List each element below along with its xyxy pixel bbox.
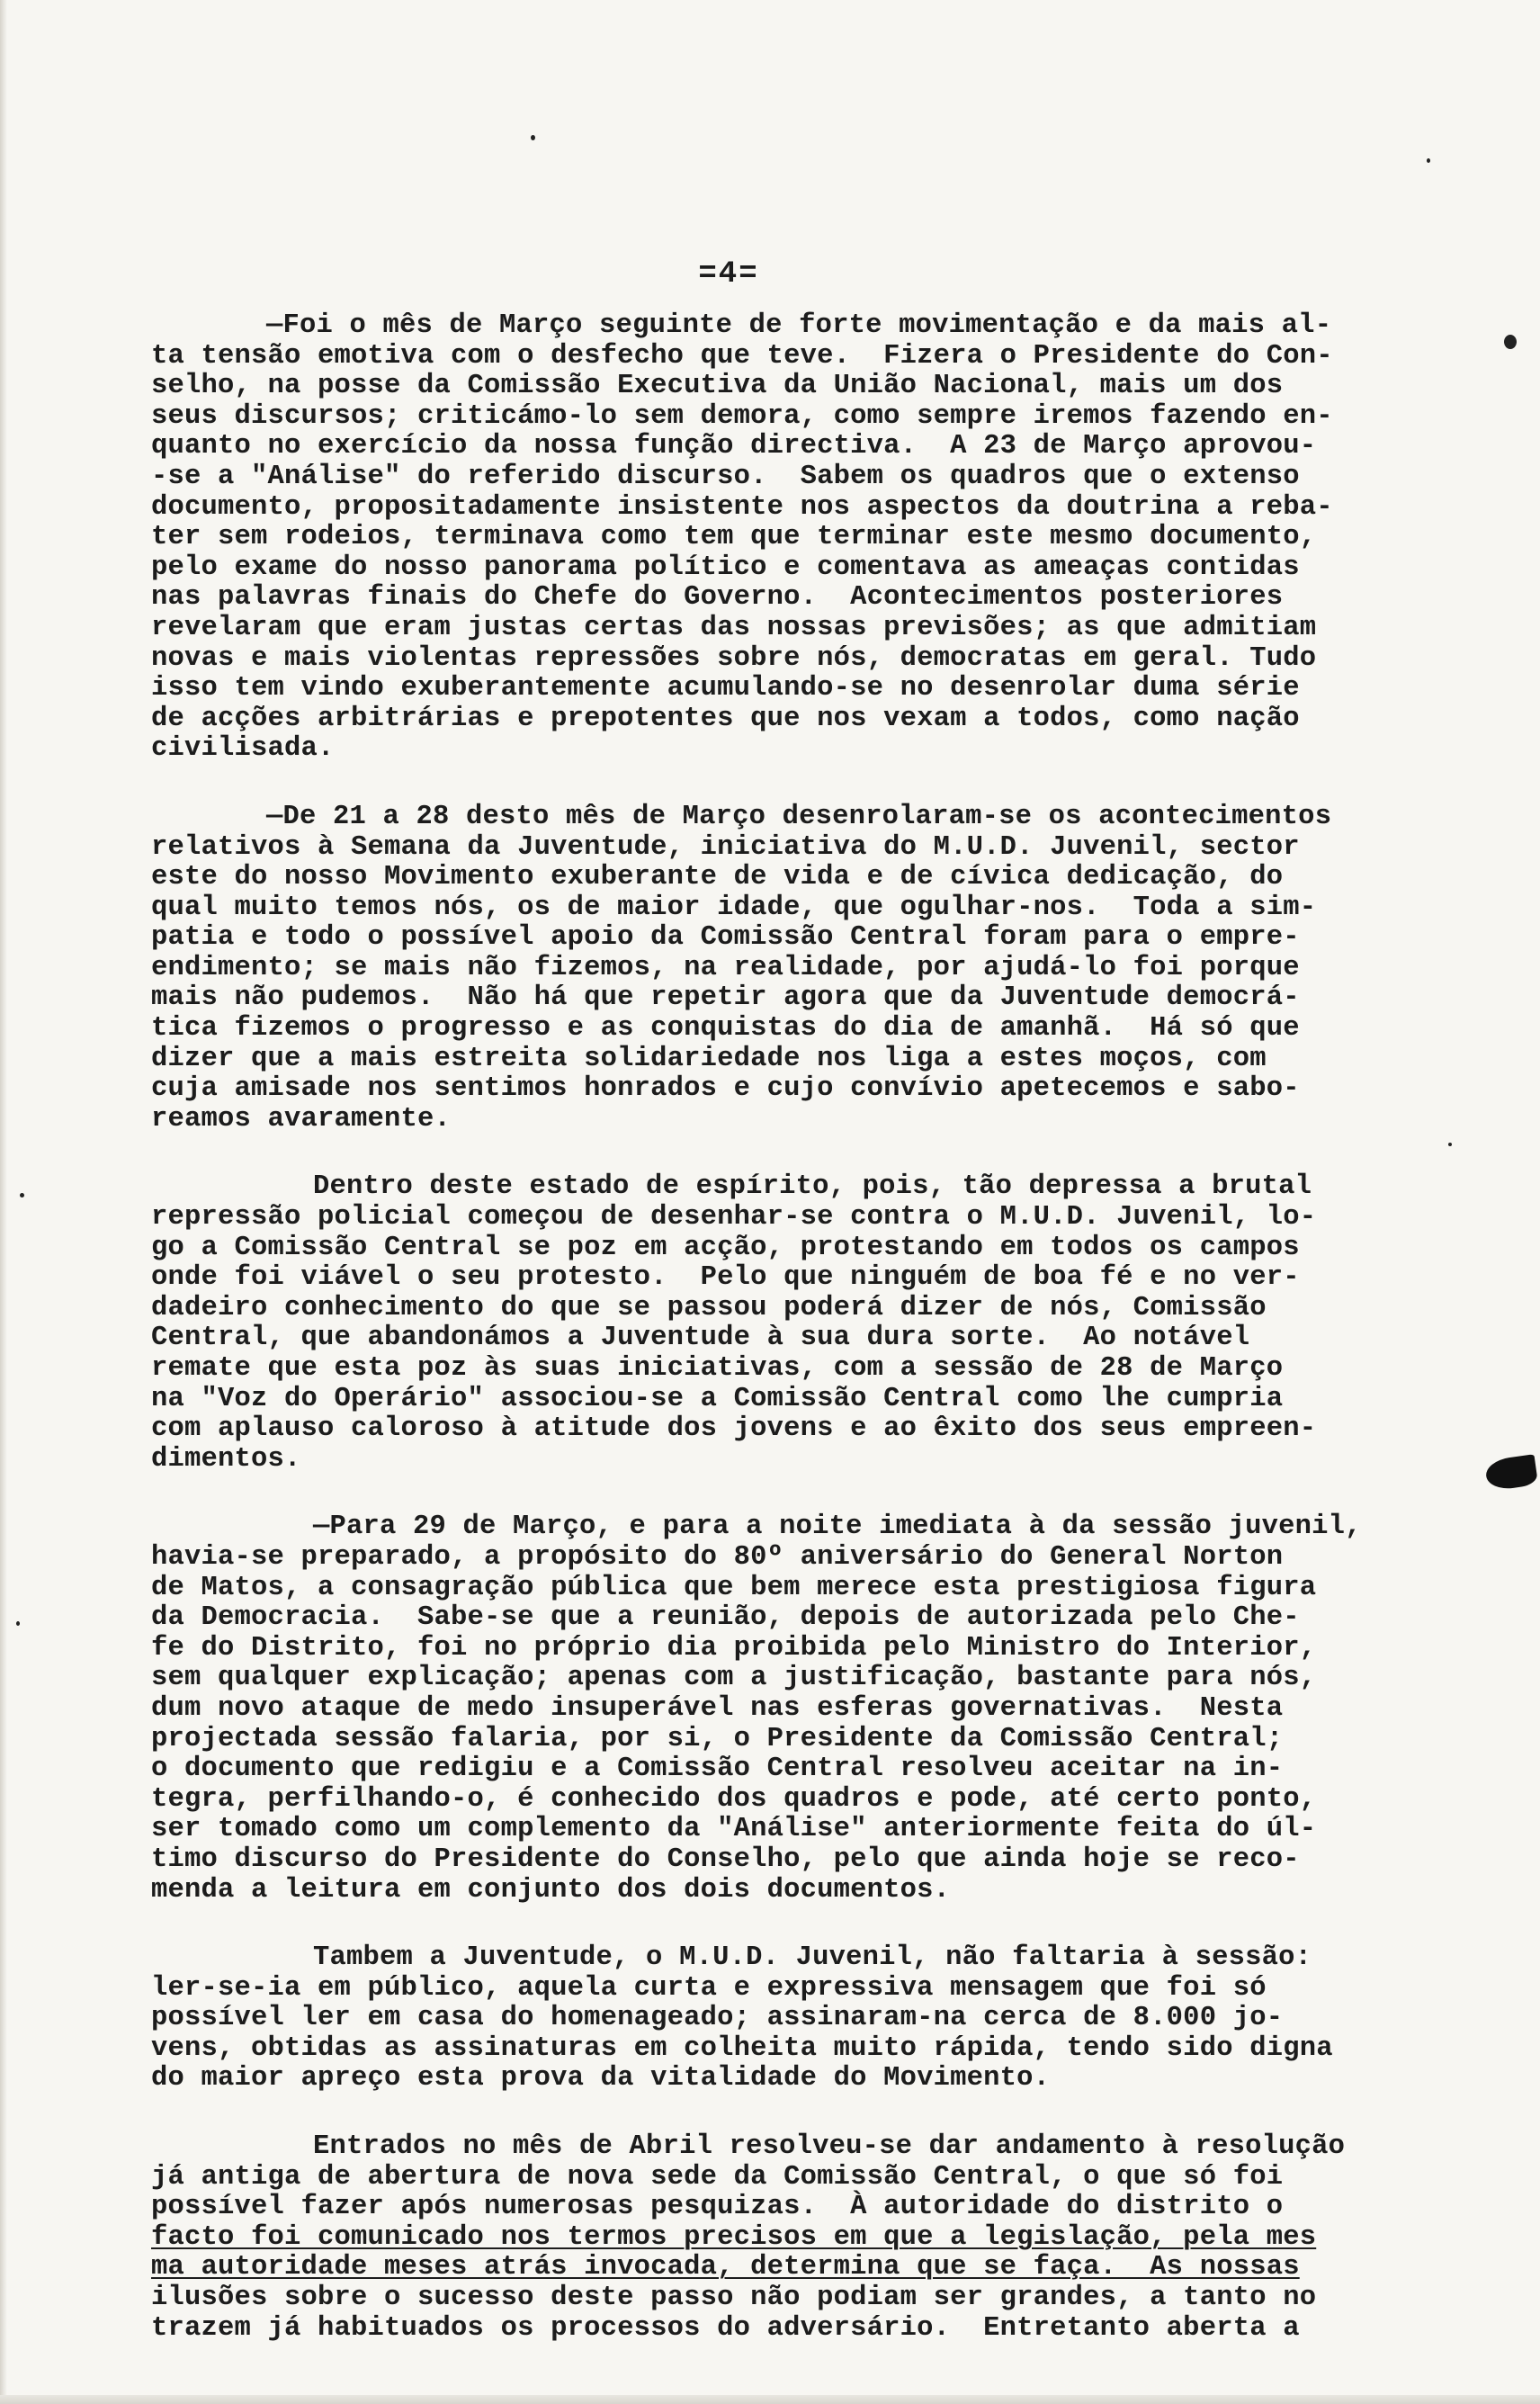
text-line: com aplauso caloroso à atitude dos jovens e ao êxito dos seus empreen- <box>151 1413 1317 1445</box>
text-line: revelaram que eram justas certas das nossas previsões; as que admitiam <box>151 612 1317 643</box>
text-line: —De 21 a 28 desto mês de Março desenrolaram-se os acontecimentos <box>266 801 1332 832</box>
text-line: sem qualquer explicação; apenas com a justificação, bastante para nós, <box>151 1663 1317 1694</box>
text-line: dimentos. <box>151 1443 301 1475</box>
paragraph-abril-sede <box>151 2132 1473 2344</box>
text-line: mais não pudemos. Não há que repetir agora que da Juventude democrá- <box>151 982 1300 1014</box>
ink-speck <box>531 135 535 140</box>
text-line: ta tensão emotiva com o desfecho que teve. Fizera o Presidente do Con- <box>151 340 1333 372</box>
paragraph-semana-juventude <box>151 803 1473 1135</box>
text-line: da Democracia. Sabe-se que a reunião, depois de autorizada pelo Che- <box>151 1602 1300 1634</box>
text-line: do maior apreço esta prova da vitalidade do Movimento. <box>151 2063 1051 2095</box>
text-line: possível ler em casa do homenageado; assinaram-na cerca de 8.000 jo- <box>151 2003 1284 2034</box>
text-line: trazem já habituados os processos do adversário. Entretanto aberta a <box>151 2312 1300 2344</box>
text-line-underlined: ma autoridade meses atrás invocada, determina que se faça. As nossas <box>151 2252 1300 2283</box>
text-line: o documento que redigiu e a Comissão Central resolveu aceitar na in- <box>151 1754 1284 1785</box>
text-line: de acções arbitrárias e prepotentes que nos vexam a todos, como nação <box>151 703 1300 734</box>
text-line: civilisada. <box>151 733 335 765</box>
paragraph-norton-de-matos <box>151 1512 1473 1906</box>
text-line: projectada sessão falaria, por si, o Presidente da Comissão Central; <box>151 1723 1284 1754</box>
text-line: tegra, perfilhando-o, é conhecido dos quadros e pode, até certo ponto, <box>151 1783 1317 1815</box>
text-line: dum novo ataque de medo insuperável nas esferas governativas. Nesta <box>151 1692 1284 1724</box>
text-line: -se a "Análise" do referido discurso. Sabem os quadros que o extenso <box>151 461 1300 492</box>
text-line: Central, que abandonámos a Juventude à sua dura sorte. Ao notável <box>151 1323 1250 1354</box>
ink-speck <box>1448 1143 1452 1146</box>
text-line: ter sem rodeios, terminava como tem que terminar este mesmo documento, <box>151 522 1317 553</box>
paragraph-marco-analise <box>151 311 1473 765</box>
text-line: ilusões sobre o sucesso deste passo não podiam ser grandes, a tanto no <box>151 2283 1317 2314</box>
text-line: dadeiro conhecimento do que se passou poderá dizer de nós, Comissão <box>151 1292 1267 1323</box>
scan-edge-bottom <box>0 2395 1540 2404</box>
text-line: —Foi o mês de Março seguinte de forte movimentação e da mais al- <box>266 310 1332 341</box>
ink-speck <box>16 1621 20 1626</box>
text-line: timo discurso do Presidente do Conselho, pelo que ainda hoje se reco- <box>151 1843 1300 1875</box>
text-line: Tambem a Juventude, o M.U.D. Juvenil, não faltaria à sessão: <box>313 1942 1312 1974</box>
text-line: documento, propositadamente insistente nos aspectos da doutrina a reba- <box>151 491 1333 523</box>
ink-dot-margin <box>1504 335 1517 349</box>
text-line: patia e todo o possível apoio da Comissão Central foram para o empre- <box>151 922 1300 954</box>
text-line: quanto no exercício da nossa função directiva. A 23 de Março aprovou- <box>151 431 1317 462</box>
text-line: fe do Distrito, foi no próprio dia proibida pelo Ministro do Interior, <box>151 1632 1317 1664</box>
text-line: tica fizemos o progresso e as conquistas do dia de amanhã. Há só que <box>151 1013 1300 1045</box>
text-line: novas e mais violentas repressões sobre nós, democratas em geral. Tudo <box>151 642 1317 674</box>
text-line: seus discursos; criticámo-lo sem demora, como sempre iremos fazendo en- <box>151 400 1333 432</box>
text-line: reamos avaramente. <box>151 1103 452 1135</box>
text-line: menda a leitura em conjunto dos dois documentos. <box>151 1874 951 1906</box>
document-body <box>151 311 1473 2382</box>
text-line: ser tomado como um complemento da "Análise" anteriormente feita do úl- <box>151 1814 1317 1845</box>
text-line: havia-se preparado, a propósito do 80º aniversário do General Norton <box>151 1541 1284 1573</box>
text-line: isso tem vindo exuberantemente acumulando-se no desenrolar duma série <box>151 673 1300 704</box>
text-line: cuja amisade nos sentimos honrados e cujo convívio apetecemos e sabo- <box>151 1073 1300 1105</box>
ink-speck <box>20 1193 24 1198</box>
text-line: remate que esta poz às suas iniciativas, com a sessão de 28 de Março <box>151 1353 1284 1384</box>
text-line: go a Comissão Central se poz em acção, protestando em todos os campos <box>151 1232 1300 1263</box>
paragraph-repressao-policial <box>151 1172 1473 1475</box>
paragraph-mensagem-juvenil <box>151 1943 1473 2095</box>
scan-shadow-left <box>0 0 7 2404</box>
text-line: qual muito temos nós, os de maior idade, que ogulhar-nos. Toda a sim- <box>151 892 1317 923</box>
text-line: selho, na posse da Comissão Executiva da União Nacional, mais um dos <box>151 371 1284 402</box>
text-line: endimento; se mais não fizemos, na realidade, por ajudá-lo foi porque <box>151 952 1300 983</box>
text-line: Dentro deste estado de espírito, pois, tão depressa a brutal <box>313 1171 1312 1203</box>
text-line: já antiga de abertura de nova sede da Comissão Central, o que só foi <box>151 2161 1284 2193</box>
text-line: dizer que a mais estreita solidariedade nos liga a estes moços, com <box>151 1043 1267 1074</box>
page-number: =4= <box>698 257 759 292</box>
text-line: pelo exame do nosso panorama político e comentava as ameaças contidas <box>151 552 1300 583</box>
text-line: relativos à Semana da Juventude, iniciativa do M.U.D. Juvenil, sector <box>151 831 1300 863</box>
text-line: na "Voz do Operário" associou-se a Comissão Central como lhe cumpria <box>151 1383 1284 1414</box>
text-line: Entrados no mês de Abril resolveu-se dar andamento à resolução <box>313 2131 1346 2163</box>
text-line: onde foi viável o seu protesto. Pelo que ninguém de boa fé e no ver- <box>151 1262 1300 1294</box>
text-line: —Para 29 de Março, e para a noite imediata à da sessão juvenil, <box>313 1511 1362 1543</box>
text-line: de Matos, a consagração pública que bem merece esta prestigiosa figura <box>151 1572 1317 1603</box>
ink-blot-right-margin <box>1484 1454 1538 1491</box>
text-line: nas palavras finais do Chefe do Governo. Acontecimentos posteriores <box>151 582 1284 614</box>
text-line-underlined: facto foi comunicado nos termos precisos em que a legislação, pela mes <box>151 2221 1317 2253</box>
text-line: ler-se-ia em público, aquela curta e expressiva mensagem que foi só <box>151 1972 1267 2004</box>
text-line: este do nosso Movimento exuberante de vida e de cívica dedicação, do <box>151 862 1284 893</box>
ink-speck <box>1427 158 1430 163</box>
text-line: possível fazer após numerosas pesquizas. À autoridade do distrito o <box>151 2192 1284 2223</box>
text-line: repressão policial começou de desenhar-se contra o M.U.D. Juvenil, lo- <box>151 1202 1317 1233</box>
text-line: vens, obtidas as assinaturas em colheita muito rápida, tendo sido digna <box>151 2032 1333 2064</box>
